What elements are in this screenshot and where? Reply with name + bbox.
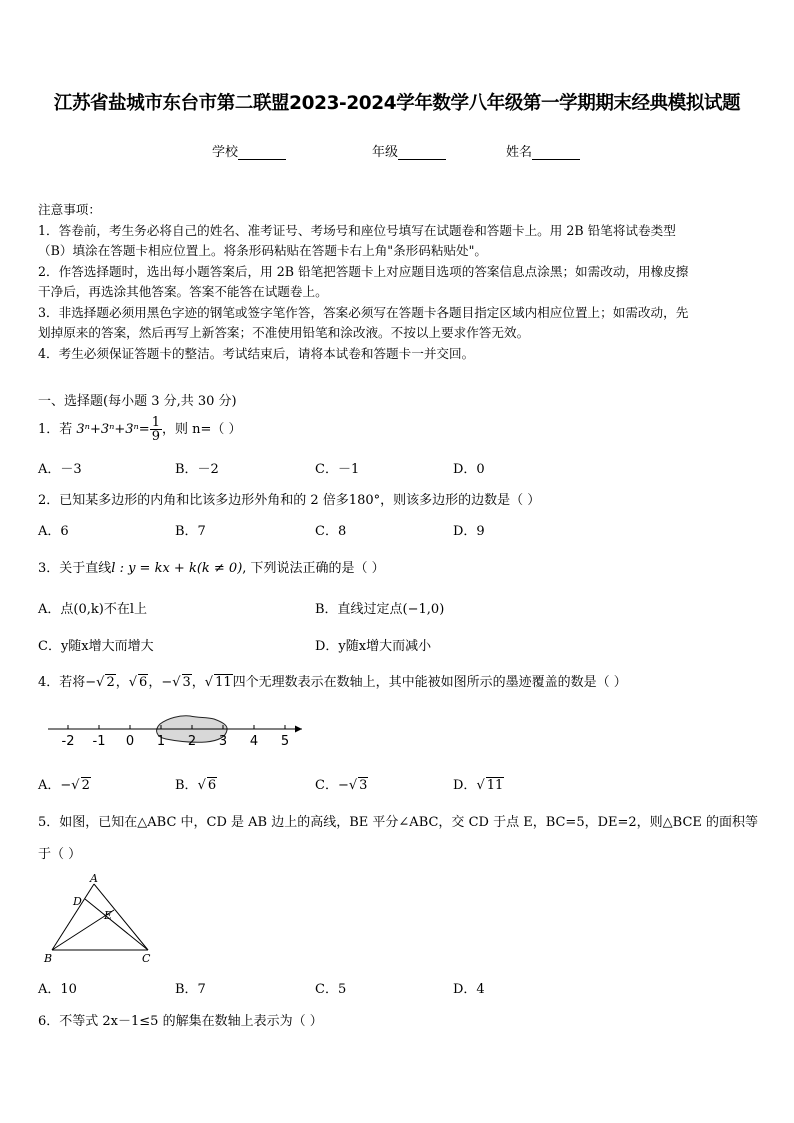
notes-block: [38, 200, 688, 364]
label-d: D: [73, 895, 82, 908]
triangle-figure: [40, 872, 165, 967]
q2-option-b[interactable]: B．7: [175, 524, 206, 539]
q1-suffix: ，则 n=（ ）: [161, 422, 242, 437]
number-line-tick-label: 3: [218, 734, 228, 749]
q1-expression: 3ⁿ+3ⁿ+3ⁿ=: [76, 422, 150, 437]
q3-suffix: , 下列说法正确的是（ ）: [242, 561, 385, 576]
number-line-tick-label: -1: [92, 734, 106, 749]
number-line-tick-label: 2: [187, 734, 197, 749]
q1-option-d[interactable]: D．0: [453, 462, 485, 477]
grade-field[interactable]: [372, 141, 446, 160]
school-label: 学校: [212, 145, 239, 160]
name-field[interactable]: [506, 141, 580, 160]
question-3: [38, 557, 385, 576]
notes-line: （B）填涂在答题卡相应位置上。将条形码粘贴在答题卡右上角"条形码粘贴处"。: [38, 243, 488, 258]
notes-line: 1．答卷前，考生务必将自己的姓名、准考证号、考场号和座位号填写在试题卷和答题卡上。用 2B 铅笔将试卷类型: [38, 222, 676, 238]
q4-option-d[interactable]: D．√ 11: [453, 778, 504, 793]
q4-suffix: 四个无理数表示在数轴上，其中能被如图所示的墨迹覆盖的数是（ ）: [232, 675, 627, 690]
number-line-tick-label: -2: [61, 734, 75, 749]
q4-option-c-label: C．: [315, 778, 338, 793]
q4-option-c[interactable]: C．−√ 3: [315, 778, 368, 793]
question-5-line-1: 5．如图，已知在△ABC 中，CD 是 AB 边上的高线，BE 平分∠ABC，交 CD 于点 E，BC=5，DE=2，则△BCE 的面积等: [38, 815, 759, 830]
q1-option-c[interactable]: C．－1: [315, 462, 360, 477]
q1-fraction-denominator: 9: [151, 429, 160, 444]
question-1: [38, 412, 242, 448]
q4-prefix: 4．若将: [38, 675, 86, 690]
q3-option-a[interactable]: A．点(0,k)不在l上: [38, 602, 147, 617]
q5-option-b[interactable]: B．7: [175, 982, 206, 997]
number-line-tick-label: 4: [249, 734, 259, 749]
q1-fraction: [150, 416, 162, 443]
section-heading: 一、选择题(每小题 3 分,共 30 分): [38, 394, 237, 409]
q4-option-c-radicand: 3: [359, 778, 368, 793]
q4-radicand-1: 2: [106, 675, 115, 690]
q3-expression: l : y = kx + k(k ≠ 0): [111, 561, 243, 576]
grade-blank[interactable]: [398, 145, 446, 160]
grade-label: 年级: [372, 145, 399, 160]
q4-option-a-label: A．: [38, 778, 61, 793]
q1-option-b[interactable]: B．－2: [175, 462, 219, 477]
q1-option-a[interactable]: A．－3: [38, 462, 82, 477]
q5-option-a[interactable]: A．10: [38, 982, 77, 997]
name-label: 姓名: [506, 145, 533, 160]
segment-ac: [94, 884, 148, 950]
q2-option-a[interactable]: A．6: [38, 524, 69, 539]
q4-option-b[interactable]: B．√ 6: [175, 778, 217, 793]
notes-line: 划掉原来的答案，然后再写上新答案；不准使用铅笔和涂改液。不按以上要求作答无效。: [38, 325, 530, 340]
segment-cd: [85, 899, 148, 950]
number-line-figure: [40, 710, 310, 752]
school-blank[interactable]: [238, 145, 286, 160]
q4-option-b-radicand: 6: [207, 778, 217, 793]
q3-option-c[interactable]: C．y随x增大而增大: [38, 639, 154, 654]
notes-line: 4．考生必须保证答题卡的整洁。考试结束后，请将本试卷和答题卡一并交回。: [38, 345, 475, 361]
question-6: 6．不等式 2x－1≤5 的解集在数轴上表示为（ ）: [38, 1014, 323, 1029]
notes-heading: 注意事项：: [38, 202, 101, 217]
name-blank[interactable]: [532, 145, 580, 160]
q2-option-d[interactable]: D．9: [453, 524, 485, 539]
q4-radicand-3: 3: [182, 675, 191, 690]
label-a: A: [90, 872, 98, 885]
q4-option-d-radicand: 11: [486, 778, 504, 793]
q4-option-a-radicand: 2: [81, 778, 90, 793]
page-title: 江苏省盐城市东台市第二联盟2023-2024学年数学八年级第一学期期末经典模拟试题: [53, 93, 741, 114]
q1-fraction-numerator: 1: [151, 415, 160, 430]
q2-option-c[interactable]: C．8: [315, 524, 347, 539]
q3-prefix: 3．关于直线: [38, 561, 112, 576]
q3-option-b[interactable]: B．直线过定点(−1,0): [315, 602, 445, 617]
number-line-tick-label: 0: [125, 734, 135, 749]
q4-option-d-label: D．: [453, 778, 477, 793]
notes-line: 2．作答选择题时，选出每小题答案后，用 2B 铅笔把答题卡上对应题目选项的答案信息点涂黑；如需改动，用橡皮擦: [38, 263, 689, 279]
q3-option-d[interactable]: D．y随x增大而减小: [315, 639, 432, 654]
number-line-arrow: [295, 726, 302, 733]
label-b: B: [44, 952, 53, 965]
q4-option-a[interactable]: A．−√ 2: [38, 778, 90, 793]
q4-radicand-4: 11: [215, 675, 232, 690]
question-5-line-2: 于（ ）: [38, 847, 82, 862]
q4-option-b-label: B．: [175, 778, 198, 793]
q4-radicand-2: 6: [139, 675, 148, 690]
notes-line: 3．非选择题必须用黑色字迹的钢笔或签字笔作答，答案必须写在答题卡各题目指定区域内相应位置上；如需改动，先: [38, 304, 689, 320]
q1-prefix: 1．若: [38, 422, 77, 437]
segment-ab: [52, 884, 94, 950]
question-2: 2．已知某多边形的内角和比该多边形外角和的 2 倍多180°，则该多边形的边数是（ ）: [38, 493, 541, 508]
number-line-tick-label: 5: [280, 734, 290, 749]
number-line-tick-label: 1: [156, 734, 166, 749]
question-4: 4．若将−√ 2，√ 6，−√ 3，√ 11四个无理数表示在数轴上，其中能被如图所示的墨迹覆盖的数是（ ）: [38, 675, 627, 690]
school-field[interactable]: [212, 141, 286, 160]
notes-line: 干净后，再选涂其他答案。答案不能答在试题卷上。: [38, 284, 328, 299]
q5-option-d[interactable]: D．4: [453, 982, 485, 997]
label-c: C: [142, 952, 151, 965]
q5-option-c[interactable]: C．5: [315, 982, 347, 997]
label-e: E: [104, 909, 113, 922]
